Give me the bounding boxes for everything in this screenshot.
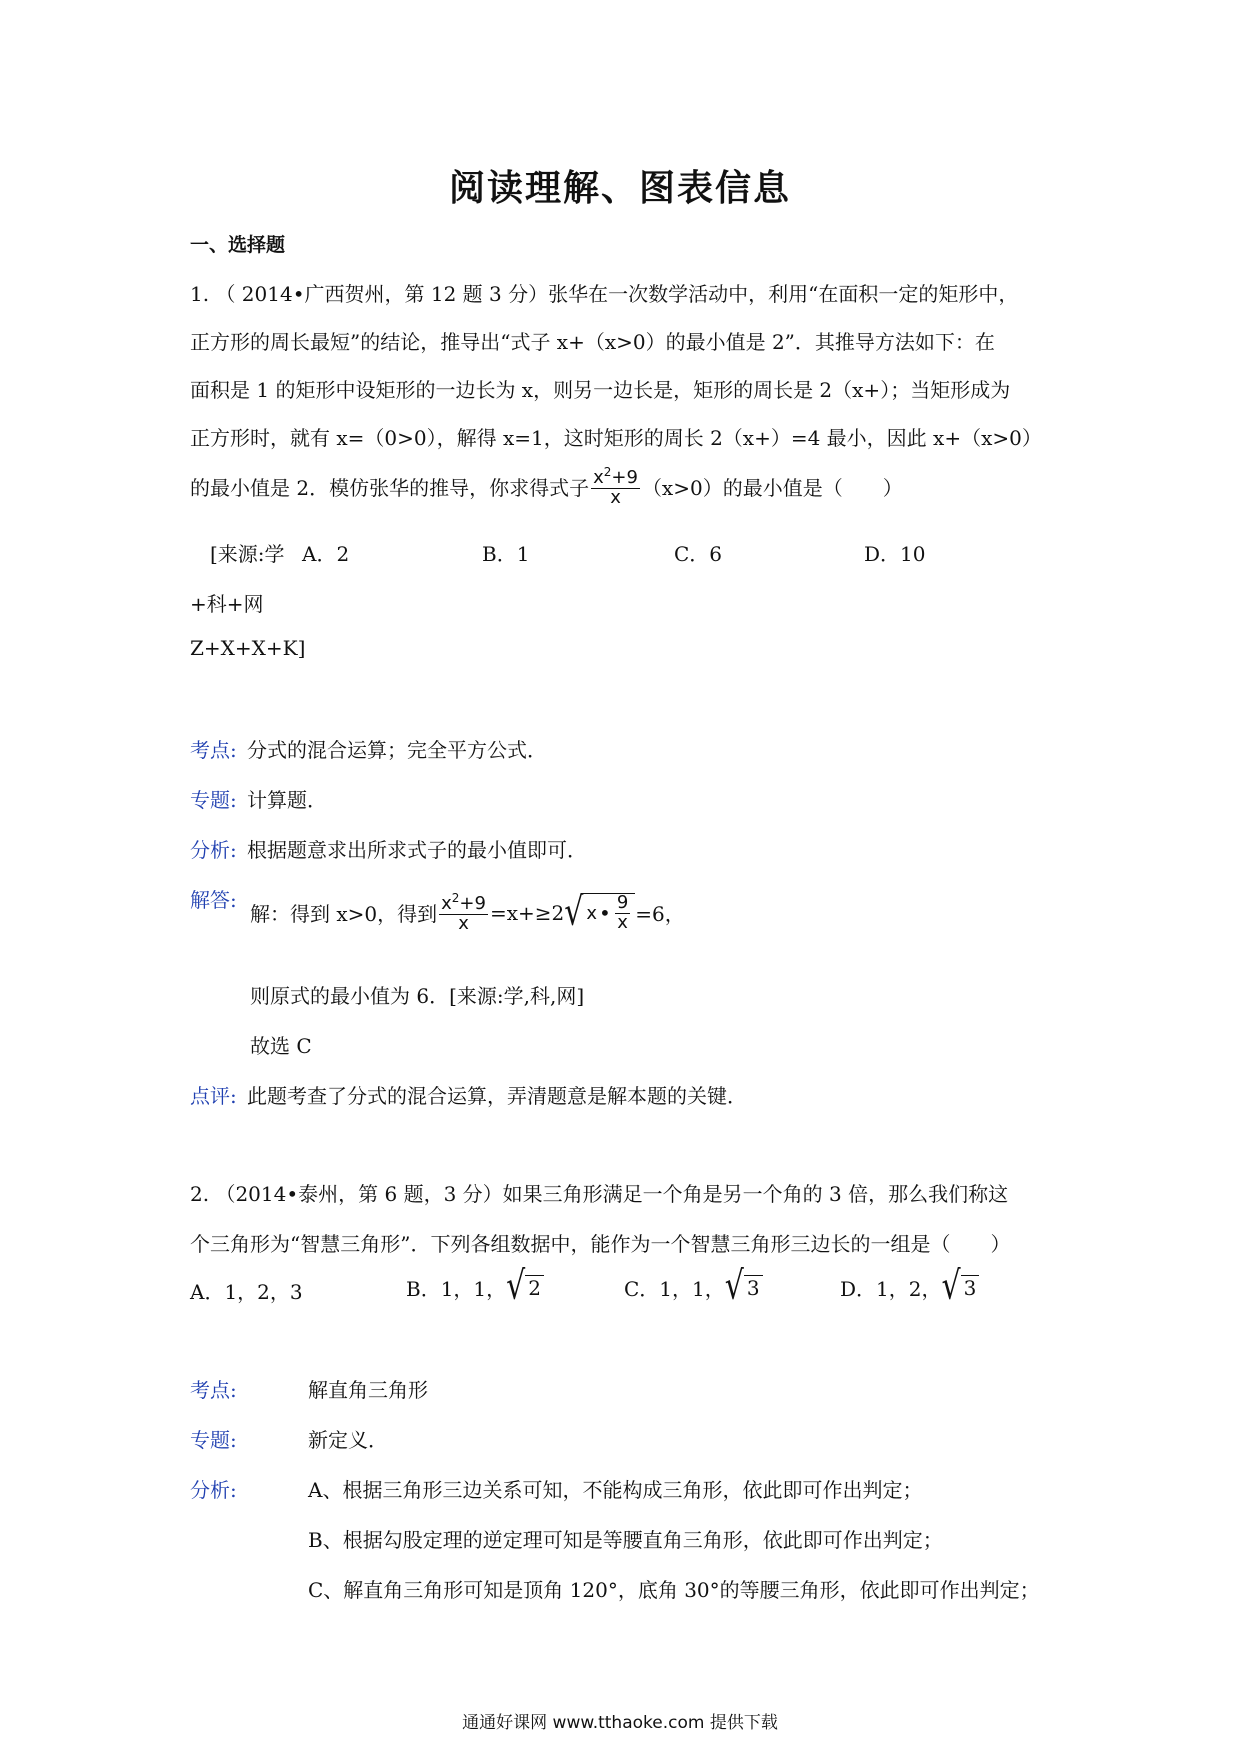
q2-zhuanti-label: 专题: <box>190 1428 237 1452</box>
q1-dianping-label: 点评: <box>190 1084 237 1108</box>
q2-zhuanti-text: 新定义． <box>308 1428 388 1452</box>
q1-line-3: 面积是 1 的矩形中设矩形的一边长为 x，则另一边长是，矩形的周长是 2（x+）；当矩形成为 <box>190 378 1011 402</box>
sqrt-x: x <box>586 902 598 924</box>
q1-option-c: C．6 <box>674 542 723 566</box>
q2-sqrt-c-value: 3 <box>744 1275 763 1300</box>
q2-sqrt-d <box>941 1263 979 1310</box>
q2-sqrt-b-value: 2 <box>525 1275 544 1300</box>
q1-solution-line-2: 则原式的最小值为 6．[来源:学,科,网] <box>250 984 585 1008</box>
q2-sqrt-b <box>506 1263 544 1310</box>
sol-fraction <box>439 892 488 934</box>
radical-sign: √ <box>724 1263 744 1310</box>
sol-prefix: 解：得到 x>0，得到 <box>250 902 438 927</box>
sol-frac-denominator: x <box>458 912 469 934</box>
q2-option-b <box>406 1263 544 1310</box>
q2-kaodian-text: 解直角三角形 <box>308 1378 428 1402</box>
q2-sqrt-d-value: 3 <box>961 1275 980 1300</box>
q1-source-prefix: [来源:学 <box>210 542 285 566</box>
q2-fenxi-label: 分析: <box>190 1478 237 1502</box>
q2-fenxi-c: C、解直角三角形可知是顶角 120°，底角 30°的等腰三角形，依此即可作出判定； <box>308 1578 1040 1602</box>
q1-dianping-text: 此题考查了分式的混合运算，弄清题意是解本题的关键． <box>247 1084 747 1108</box>
q1-kaodian-text: 分式的混合运算；完全平方公式． <box>247 738 547 762</box>
document-title: 阅读理解、图表信息 <box>448 168 791 209</box>
frac-denominator: x <box>610 486 621 508</box>
q2-line-2: 个三角形为“智慧三角形”．下列各组数据中，能作为一个智慧三角形三边长的一组是（ ） <box>190 1232 1011 1256</box>
frac-num-rest: +9 <box>611 467 638 488</box>
q1-option-b: B．1 <box>482 542 530 566</box>
times-dot: • <box>599 901 611 926</box>
q1-kaodian-label: 考点: <box>190 738 237 762</box>
sol-sqrt <box>564 889 635 935</box>
radical-sign: √ <box>506 1263 526 1310</box>
q2-option-d-text: D．1，2， <box>840 1276 942 1301</box>
frac-num-x: x <box>593 467 604 488</box>
q1-line-5-before: 的最小值是 2．模仿张华的推导，你求得式子 <box>190 476 590 501</box>
sol-mid: =x+≥2 <box>489 900 565 925</box>
q2-option-c-text: C．1，1， <box>624 1276 725 1301</box>
q1-solution-line-3: 故选 C <box>250 1034 312 1058</box>
q1-line-1: 1. （ 2014•广西贺州，第 12 题 3 分）张华在一次数学活动中，利用“在面积一定的矩形中， <box>190 282 1019 306</box>
sol-end: =6， <box>635 902 685 927</box>
sol-frac-rest: +9 <box>459 893 486 914</box>
q1-zhuanti-text: 计算题． <box>247 788 327 812</box>
sol-frac-x: x <box>441 893 452 914</box>
q1-line-2: 正方形的周长最短”的结论，推导出“式子 x+（x>0）的最小值是 2”．其推导方法如下：在 <box>190 330 995 354</box>
radical-sign: √ <box>941 1263 961 1310</box>
q1-line-5 <box>190 466 903 508</box>
q2-kaodian-label: 考点: <box>190 1378 237 1402</box>
q1-zhuanti-label: 专题: <box>190 788 237 812</box>
q2-option-a: A．1，2，3 <box>190 1280 303 1304</box>
section-heading: 一、选择题 <box>190 234 286 256</box>
q1-fenxi-label: 分析: <box>190 838 237 862</box>
sol-frac-exponent: 2 <box>451 891 460 905</box>
radical-sign: √ <box>564 889 584 935</box>
q1-option-a: A．2 <box>302 542 350 566</box>
sqrt-fraction <box>615 894 630 933</box>
q1-source-end: Z+X+X+K] <box>190 636 306 660</box>
q1-fraction <box>591 466 640 508</box>
q1-solution-line-1 <box>250 889 685 935</box>
page-footer: 通通好课网 www.tthaoke.com 提供下载 <box>462 1713 778 1733</box>
q1-line-4: 正方形时，就有 x=（0>0），解得 x=1，这时矩形的周长 2（x+）=4 最小，因此 x+（x>0） <box>190 426 1042 450</box>
q1-jieda-label: 解答: <box>190 888 237 912</box>
sqrt-frac-num: 9 <box>616 892 629 913</box>
q1-option-d: D．10 <box>864 542 926 566</box>
q1-source-mid: +科+网 <box>190 592 264 616</box>
q1-line-5-after: （x>0）的最小值是（ ） <box>641 476 903 501</box>
q2-fenxi-a: A、根据三角形三边关系可知，不能构成三角形，依此即可作出判定； <box>308 1478 923 1502</box>
q2-option-d <box>840 1263 979 1310</box>
q2-option-c <box>624 1263 763 1310</box>
q2-fenxi-b: B、根据勾股定理的逆定理可知是等腰直角三角形，依此即可作出判定； <box>308 1528 943 1552</box>
q1-fenxi-text: 根据题意求出所求式子的最小值即可． <box>247 838 587 862</box>
q2-sqrt-c <box>724 1263 763 1310</box>
q2-option-b-text: B．1，1， <box>406 1276 507 1301</box>
frac-num-exponent: 2 <box>603 465 612 479</box>
q2-line-1: 2. （2014•泰州，第 6 题，3 分）如果三角形满足一个角是另一个角的 3 倍，那么我们称这 <box>190 1182 1009 1206</box>
sqrt-frac-den: x <box>617 911 628 933</box>
